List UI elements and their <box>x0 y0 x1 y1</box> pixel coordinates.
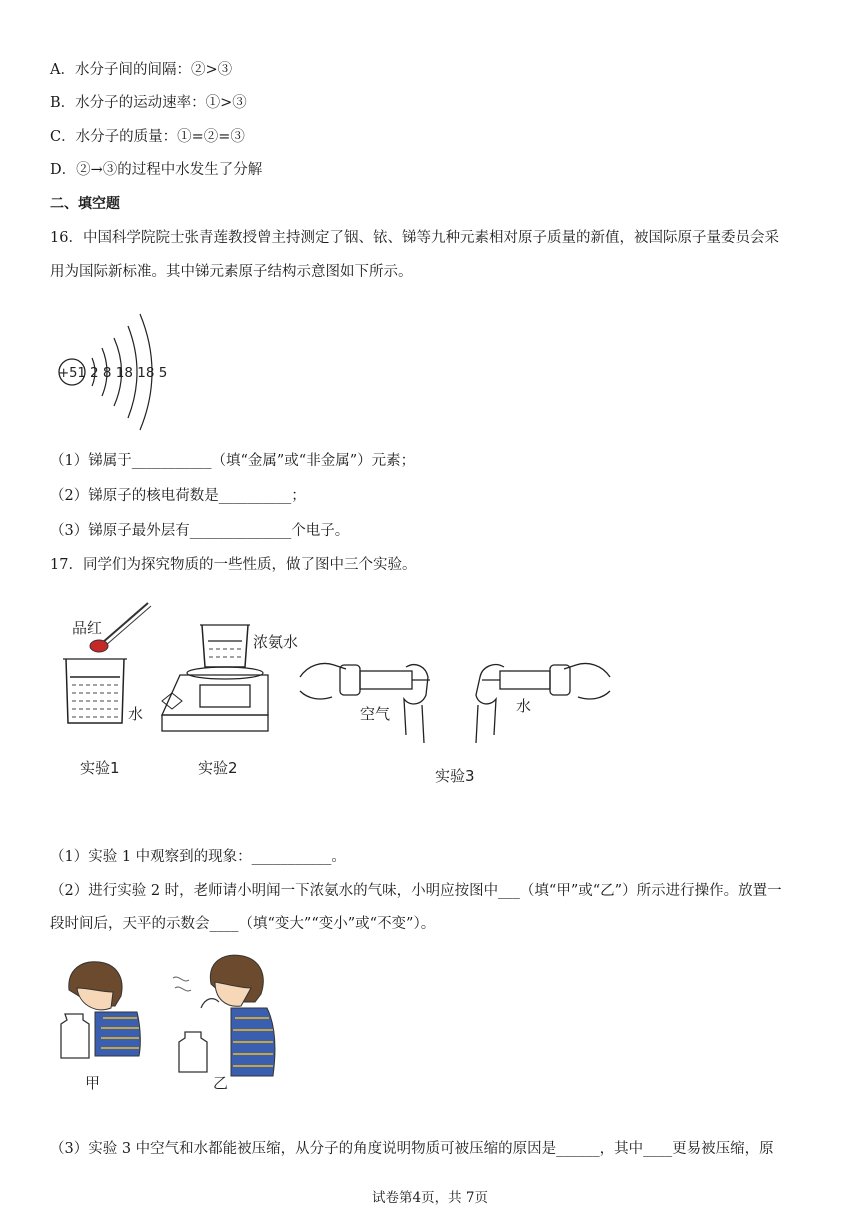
nucleus-charge: +51 <box>58 366 86 381</box>
pinhong-label: 品红 <box>72 619 103 637</box>
smelling-methods-figure <box>55 948 305 1093</box>
q16-sub2: （2）锑原子的核电荷数是__________； <box>50 488 306 504</box>
q17-sub3: （3）实验 3 中空气和水都能被压缩，从分子的角度说明物质可被压缩的原因是______，其中____更易被压缩，原 <box>50 1141 774 1157</box>
yi-label: 乙 <box>213 1074 229 1092</box>
person-yi-illustration <box>173 955 275 1092</box>
q17-sub2-line1: （2）进行实验 2 时，老师请小明闻一下浓氨水的气味，小明应按图中___（填“甲”或“乙”）所示进行操作。放置一 <box>50 883 782 899</box>
option-a: A．水分子间的间隔：②>③ <box>50 62 233 78</box>
water-label-1: 水 <box>128 705 144 723</box>
exp3-label: 实验3 <box>435 767 475 785</box>
q17-stem: 17．同学们为探究物质的一些性质，做了图中三个实验。 <box>50 557 417 573</box>
exp2-label: 实验2 <box>198 759 238 777</box>
water-label-3: 水 <box>516 697 532 715</box>
q16-sub3: （3）锑原子最外层有______________个电子。 <box>50 523 350 539</box>
q17-sub1: （1）实验 1 中观察到的现象：___________。 <box>50 849 346 865</box>
electron-config: 2 8 18 18 5 <box>90 365 168 381</box>
option-b: B．水分子的运动速率：①>③ <box>50 95 247 111</box>
experiment1-illustration <box>63 603 151 777</box>
bottle-icon <box>179 1032 207 1072</box>
experiment2-illustration <box>162 625 298 777</box>
exp1-label: 实验1 <box>80 759 120 777</box>
q16-stem-line2: 用为国际新标准。其中锑元素原子结构示意图如下所示。 <box>50 264 413 280</box>
experiments-figure <box>50 595 630 795</box>
option-c: C．水分子的质量：①=②=③ <box>50 129 245 145</box>
q16-stem-line1: 16．中国科学院院士张青莲教授曾主持测定了铟、铱、锑等九种元素相对原子质量的新值，被国际原子量委员会采 <box>50 230 779 246</box>
page-footer: 试卷第4页，共 7页 <box>372 1190 488 1206</box>
jia-label: 甲 <box>85 1074 101 1092</box>
person-jia-illustration <box>61 962 140 1092</box>
waving-hand-icon <box>201 999 219 1008</box>
experiment3-illustration <box>300 664 610 786</box>
dye-drop-icon <box>90 640 108 652</box>
q17-sub2-line2: 段时间后，天平的示数会____（填“变大”“变小”或“不变”）。 <box>50 916 436 932</box>
ammonia-label: 浓氨水 <box>253 633 299 651</box>
section-title: 二、填空题 <box>50 196 120 212</box>
air-label: 空气 <box>360 705 391 723</box>
antimony-atom-diagram <box>50 300 170 435</box>
bottle-icon <box>61 1014 89 1058</box>
option-d: D．②→③的过程中水发生了分解 <box>50 162 263 178</box>
q16-sub1: （1）锑属于___________（填“金属”或“非金属”）元素； <box>50 453 416 469</box>
